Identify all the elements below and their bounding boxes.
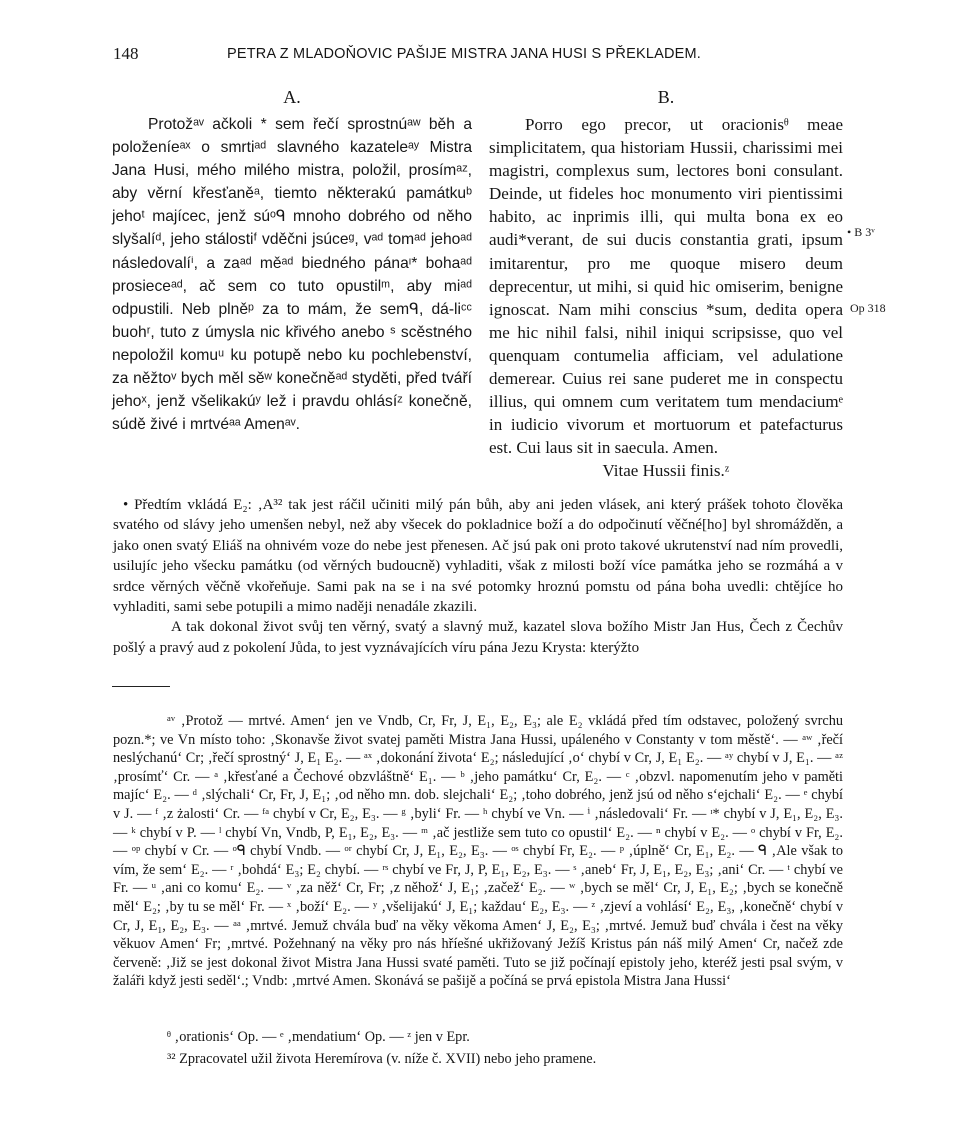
critical-apparatus [113,712,843,991]
footnote-divider [112,686,170,687]
column-b-latin-text [489,86,843,482]
margin-note-b3: • B 3ᵛ [847,225,875,239]
star-footnote-paragraph: A tak dokonal život svůj ten věrný, svatý a slavný muž, kazatel slova božího Mistr Jan Hus, Čech z Čechův pošlý a pravý aud z pokolení Jůda, to jest vyznávajících víru pána Jezu Krysta: kterýžto [113,619,843,656]
margin-note-op318: Op 318 [850,301,886,315]
latin-apparatus [113,1028,843,1069]
column-a-czech-text [112,86,472,436]
numbered-footnote: ³² Zpracovatel užil života Heremírova (v. níže č. XVII) nebo jeho pramene. [167,1050,597,1067]
star-footnote-paragraph: • Předtím vkládá E₂: ‚A³² tak jest ráčil učiniti milý pán bůh, aby ani jeden vlásek, ani který prášek tohoto člověka svatého od slávy jeho umenšen nebyl, než aby všecek do pokladnice boží a do odpočinutí věčné[ho] byl shromážděn, a jako onen svatý Eliáš na ohnivém voze do nebe jest přenesen. Ač jsú pak oni proto takové ukrutenství nad ním provedli, usilujíc jeho všecku památku (od věrných budoucně) vyhladiti, však z milosti boží více památka jeho se rozmáhá a v srdce věrných věčně vkořeňuje. Sami pak na se i na své potomky hroznú pomstu od pána boha uvedli: chtějíce ho vyhladiti, sami sebe potupili a mimo naději nenadále zkazili. [113,497,843,616]
page-number: 148 [113,44,139,63]
column-b-body: Porro ego precor, ut oracionisᶿ meae simplicitatem, qua historiam Hussii, charissimi mei magistri, complexus sum, lectores boni consulant. Deinde, ut fideles hoc monumento viri pientissimi habito, ac inprimis illi, qui multa bona ex eo audi*verant, de sui ducis constantia grati, ipsum imitarentur, pro me quoque misero deum deprecentur, ut mihi, si quid hic omiserim, benigne ignoscat. Nam mihi conscius *sum, dedita opera me hic nihil falsi, nihil iniqui scripsisse, quo vel quenquam contumelia afficiam, vel adulatione demerear. Cuius rei sane puderet me in conspectu illius, qui omnem cum veritatem tum mendaciumᵉ in iudicio vivorum et mortuorum et patefacturus est. Cui laus sit in saecula. Amen. [489,115,843,458]
column-b-heading: B. [657,87,675,107]
column-a-body: Protožᵃᵛ ačkoli * sem řečí sprostnúᵃʷ běh a položeníeᵃˣ o smrtiᵃᵈ slavného kazateleᵃʸ Mistra Jana Husi, mého milého mistra, položil, prosímᵃᶻ, aby věrní křesťaněᵃ, tiemto některakú památkuᵇ jehoᵗ majícec, jenž súᵒᑫ mnoho dobrého od něho slyšalíᵈ, jeho stálostiᶠ vděčni jsúceᵍ, vᵃᵈ tomᵃᵈ jehoᵃᵈ následovalíⁱ, a zaᵃᵈ měᵃᵈ biedného pánaᶦ* bohaᵃᵈ prosieceᵃᵈ, ač sem co tuto opustilᵐ, aby miᵃᵈ odpustili. Neb plněᵖ za to mám, že semᑫ, dá-liᶜᶜ buohʳ, tuto z úmysla nic křivého anebo ˢ scěstného nepoložil komuᵘ ku potupě nebo ku pochlebenství, za něžtoᵛ bych měl sěʷ konečněᵃᵈ styděti, před tváří jehoˣ, jenž všelikakúʸ lež i pravdu ohlásíᶻ konečně, súdě živé i mrtvéᵃᵃ Amenᵃᵛ. [112,116,472,434]
star-footnote [113,495,843,658]
column-b-closing: Vitae Hussii finis.ᶻ [602,461,730,481]
latin-apparatus-line: ᶿ ‚orationis‘ Op. — ᵉ ‚mendatium‘ Op. — ᶻ jen v Epr. [167,1029,470,1045]
column-a-heading: A. [283,87,301,107]
running-title: PETRA Z MLADOŇOVIC PAŠIJE MISTRA JANA HUSI S PŘEKLADEM. [227,46,702,62]
page-header [113,44,843,70]
apparatus-text: ᵃᵛ ‚Protož — mrtvé. Amen‘ jen ve Vndb, Cr, Fr, J, E₁, E₂, E₃; ale E₂ vkládá před tím odstavec, položený svrchu pozn.*; ve Vn místo toho: ‚Skonavše život svatej paměti Mistra Jana Hussi, upáleného v Constanty v tom městě‘. — ᵃʷ ‚řečí neslýchanú‘ Cr; ‚řečí sprostný‘ J, E₁ E₂. — ᵃˣ ‚dokonání života‘ E₂; následující ‚o‘ chybí v Cr, J, E₁ E₂. — ᵃʸ chybí v J, E₁. — ᵃᶻ ‚prosímť‘ Cr. — ᵃ ‚křesťané a Čechové obzvláštně‘ E₁. — ᵇ ‚jeho památku‘ Cr, E₂. — ᶜ ‚obzvl. napomenutím jeho v paměti majíc‘ E₂. — ᵈ ‚slýchali‘ Cr, Fr, J, E₁; ‚od něho mn. dob. slejchali‘ E₂; ‚toho dobrého, jenž jsú od něho s‘ejchali‘ E₂. — ᵉ chybí v J. — ᶠ ‚z żalosti‘ Cr. — ᶠᵃ chybí v Cr, E₂, E₃. — ᵍ ‚byli‘ Fr. — ʰ chybí ve Vn. — ⁱ ‚následovali‘ Fr. — ᶦ* chybí v J, E₁, E₂, E₃. — ᵏ chybí v P. — ˡ chybí Vn, Vndb, P, E₁, E₂, E₃. — ᵐ ‚ač jestliže sem tuto co opustil‘ E₂. — ⁿ chybí v E₂. — ᵒ chybí v Fr, E₂. — ᵒᵖ chybí v Cr. — ᵒᑫ chybí Vndb. — ᵒʳ chybí Cr, J, E₁, E₂, E₃. — ᵒˢ chybí Fr, E₂. — ᵖ ‚úplně‘ Cr, E₁, E₂. — ᑫ ‚Ale však to vím, že sem‘ E₂. — ʳ ‚bohdá‘ E₃; E₂ chybí. — ʳˢ chybí ve Fr, J, P, E₁, E₂, E₃. — ˢ ‚aneb‘ Fr, J, E₁, E₂, E₃; ‚ani‘ Cr. — ᵗ chybí ve Fr. — ᵘ ‚ani co komu‘ E₂. — ᵛ ‚za něž‘ Cr, Fr; ‚z něhož‘ J, E₁; ‚začež‘ E₂. — ʷ ‚bych se měl‘ Cr, J, E₁, E₂; ‚bych se konečně měl‘ E₂; ‚by tu se měl‘ Fr. — ˣ ‚boží‘ E₂. — ʸ ‚všelijakú‘ J, E₁; každau‘ E₂, E₃. — ᶻ ‚zjeví a vohlásí‘ E₂, E₃, ‚konečně‘ chybí v Cr, J, E₁, E₂, E₃. — ᵃᵃ ‚mrtvé. Jemuž chvála buď na věky věkoma Amen‘ J, E₂, E₃; ‚mrtvé. Jemuž buď chvála i čest na věky věkuov Amen‘ Fr; ‚mrtvé. Požehnaný na věky pro nás hříešné ukřižovaný Ježíš Kristus pán náš milý Amen‘ Cr, načež zde červeně: ‚Již se jest dokonal život Mistra Jana Hussi svaté paměti. Tuto se již počínají epistoly jeho, kteréž jesti psal svým, v žaláři když jesti seděl‘.; Vndb: ‚mrtvé Amen. Skonává se pašijě a počíná se prvá epistola Mistra Jana Hussi‘ [113,713,843,990]
